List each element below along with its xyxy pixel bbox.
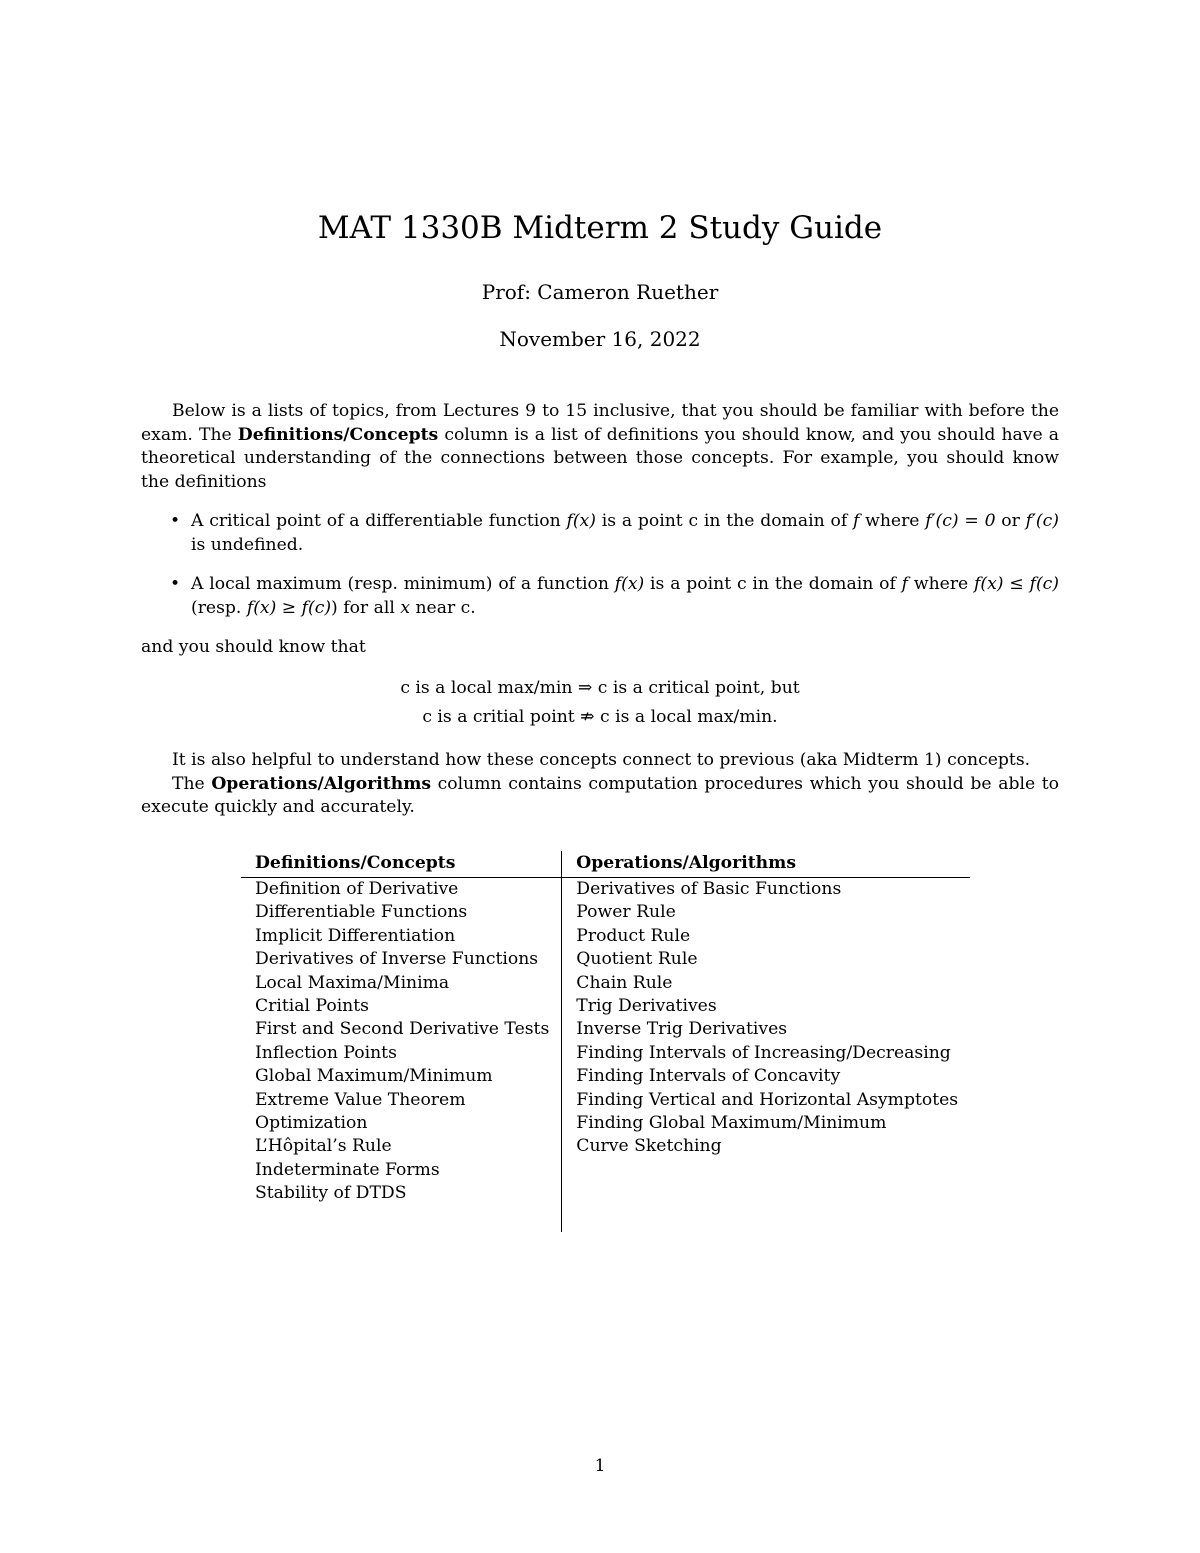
table-cell: Finding Intervals of Concavity [576,1066,841,1087]
table-cell: Derivatives of Basic Functions [576,879,842,899]
ops-text-start: The [172,773,212,794]
table-row [241,878,970,902]
math-f: f [852,511,860,531]
table-cell: Definition of Derivative [241,878,562,902]
table-cell: Stability of DTDS [241,1182,562,1205]
connect-text: It is also helpful to understand how these concepts connect to previous (aka Midterm 1) concepts. [172,750,1031,770]
table-cell: L’Hôpital’s Rule [241,1135,562,1158]
table-cell: Indeterminate Forms [241,1159,562,1182]
table-cell: Inverse Trig Derivatives [576,1019,788,1040]
intro-paragraph [141,400,1059,494]
topics-table [241,851,970,1232]
table-cell: Optimization [241,1112,562,1135]
table-row [241,1135,970,1158]
table-row [241,1042,970,1065]
table-cell: First and Second Derivative Tests [241,1018,562,1041]
implication-line: c is a local max/min ⇒ c is a critical point, but [400,678,800,698]
def-text: near c. [410,597,476,618]
math-fx: f(x) [566,511,596,531]
table-cell: Finding Intervals of Increasing/Decreasing [576,1042,951,1063]
ops-bold-term: Operations/Algorithms [211,773,432,794]
table-row [241,1065,970,1088]
and-know-text: and you should know that [141,637,366,657]
table-cell: Chain Rule [576,972,673,993]
table-cell: Inflection Points [241,1042,562,1065]
ops-text-end: column contains computation procedures which you should be able to execute quickly and accurately. [141,773,1059,817]
table-cell [562,1159,970,1182]
table-row [241,1112,970,1135]
implication-line: c is a critial point ⇏ c is a local max/min. [422,707,778,727]
table-cell: Global Maximum/Minimum [241,1065,562,1088]
table-spacer-row [241,1206,970,1232]
definition-local-maximum [141,573,1059,620]
table-row [241,1182,970,1205]
page-number: 1 [594,1456,606,1476]
math-condition: f′(c) = 0 [925,511,996,531]
header-operations: Operations/Algorithms [562,851,970,878]
table-header-row [241,851,970,878]
author-line: Prof: Cameron Ruether [481,280,719,304]
table-cell: Extreme Value Theorem [241,1089,562,1112]
intro-bold-term: Definitions/Concepts [237,424,439,445]
math-fx: f(x) [614,574,645,594]
math-condition: f′(c) [1025,511,1059,531]
table-cell: Implicit Differentiation [241,925,562,948]
header-definitions: Definitions/Concepts [241,851,562,878]
table-cell: Finding Vertical and Horizontal Asymptotes [576,1089,959,1110]
table-cell: Power Rule [576,902,676,923]
def-text: is a point c in the domain of [644,574,902,594]
def-text: or [995,511,1026,531]
def-text: where [859,511,926,531]
def-text: A local maximum (resp. minimum) of a function [191,574,615,594]
table-cell: Finding Global Maximum/Minimum [576,1113,887,1134]
def-text: ) for all [331,597,401,618]
operations-intro [141,773,1059,820]
math-condition: f(x) ≤ f(c) [974,574,1059,594]
table-row [241,948,970,971]
date-line: November 16, 2022 [499,327,701,351]
math-condition: f(x) ≥ f(c) [246,597,332,618]
table-cell: Curve Sketching [576,1136,722,1157]
def-text: where [908,574,975,594]
table-row [241,901,970,924]
table-cell: Product Rule [576,925,691,946]
table-cell: Derivatives of Inverse Functions [241,948,562,971]
table-row [241,1089,970,1112]
def-text: is undefined. [191,534,304,555]
table-row [241,925,970,948]
math-x: x [400,597,411,618]
bullet-icon: • [170,574,181,594]
document-title: MAT 1330B Midterm 2 Study Guide [317,210,883,246]
table-cell-empty [241,1206,562,1232]
definition-critical-point [141,510,1059,557]
table-cell: Quotient Rule [576,949,698,970]
table-row [241,995,970,1018]
table-row [241,1018,970,1041]
intro-text-start: Below is a lists of topics, from Lectures 9 to 15 inclusive, that you should be familiar with before the exam. The [141,401,1059,445]
table-cell-empty [562,1206,970,1232]
table-row [241,1159,970,1182]
table-row [241,972,970,995]
table-cell [562,1182,970,1205]
intro-text-end: column is a list of definitions you should know, and you should have a theoretical understanding of the connections between those concepts. For example, you should know the definitions [141,424,1059,492]
bullet-icon: • [170,511,181,531]
table-cell: Trig Derivatives [576,996,717,1017]
table-cell: Critial Points [241,995,562,1018]
def-text: is a point c in the domain of [595,511,853,531]
connections-paragraph [141,749,1059,820]
math-f: f [901,574,909,594]
definition-list [141,510,1059,636]
def-text: (resp. [191,597,247,618]
def-text: A critical point of a differentiable function [191,511,567,531]
table-cell: Differentiable Functions [241,901,562,924]
table-cell: Local Maxima/Minima [241,972,562,995]
